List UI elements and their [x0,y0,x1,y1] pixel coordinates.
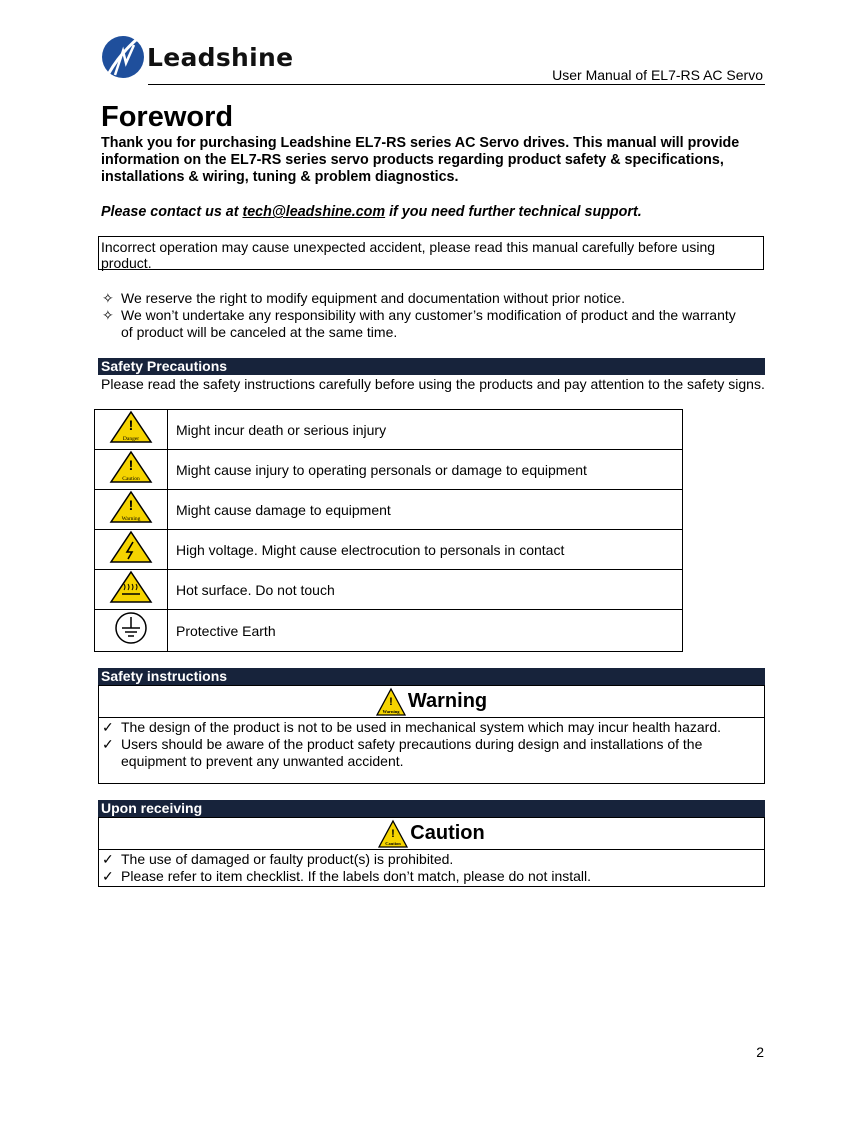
caution-icon-label: Caution [122,476,140,482]
support-suffix: if you need further technical support. [385,204,642,220]
table-row [95,410,683,450]
intro-text: Thank you for purchasing Leadshine EL7-RS series AC Servo drives. This manual will provide information on the EL7-RS series servo products regarding product safety & specifications, installations & wiring, tuning & problem diagnostics. [101,135,740,185]
list-item [101,736,762,770]
warning-icon-label: Warning [121,516,141,522]
bullet-text: We reserve the right to modify equipment and documentation without prior notice. [121,290,626,306]
diamond-bullet-icon: ✧ [102,307,114,323]
caution-box [98,817,765,887]
checkmark-icon: ✓ [102,719,114,735]
safety-precautions-text: Please read the safety instructions carefully before using the products and pay attention to the safety signs. [101,376,765,392]
support-prefix: Please contact us at [101,204,243,220]
safety-signs-table [94,409,683,652]
warning-icon [376,687,406,717]
table-row [95,570,683,610]
protective-earth-icon [95,610,168,652]
warning-box [98,685,765,784]
sign-description: Hot surface. Do not touch [168,570,683,610]
sign-description: Protective Earth [168,610,683,652]
upon-receiving-heading: Upon receiving [98,800,765,817]
leadshine-logo-icon [101,33,145,81]
doc-title: User Manual of EL7-RS AC Servo [552,67,763,83]
bullet-text: We won’t undertake any responsibility with any customer’s modification of product and the warranty of product will be canceled at the same time. [121,307,736,340]
sign-description: Might incur death or serious injury [168,410,683,450]
caution-icon-label: Caution [385,840,402,846]
caution-box-header [99,818,764,850]
warning-icon [95,490,168,530]
notice-bullets [102,290,742,341]
high-voltage-icon [95,530,168,570]
sign-description: High voltage. Might cause electrocution to personals in contact [168,530,683,570]
table-row [95,450,683,490]
safety-precautions-heading: Safety Precautions [98,358,765,375]
caution-box-title: Caution [410,822,485,844]
table-row [95,530,683,570]
list-item [102,290,742,307]
list-item [101,851,762,868]
warning-items [99,718,764,772]
svg-text:!: ! [128,417,134,433]
table-row [95,610,683,652]
list-item [101,868,762,885]
svg-text:!: ! [128,457,134,473]
hot-surface-icon [95,570,168,610]
warning-box-title: Warning [407,690,488,712]
item-text: Please refer to item checklist. If the labels don’t match, please do not install. [121,868,592,884]
notice-box: Incorrect operation may cause unexpected accident, please read this manual carefully before using product. [98,236,764,270]
item-text: The design of the product is not to be used in mechanical system which may incur health hazard. [121,719,721,735]
list-item [101,719,762,736]
list-item [102,307,742,341]
table-row [95,490,683,530]
caution-items [99,850,764,887]
support-line [101,204,642,220]
support-email-link[interactable]: tech@leadshine.com [242,204,386,220]
svg-text:!: ! [389,695,393,708]
caution-icon [95,450,168,490]
page-title: Foreword [101,101,234,133]
caution-icon [378,819,408,849]
logo-text: Leadshine [147,43,294,72]
svg-text:!: ! [128,497,134,513]
danger-icon-label: Danger [122,436,140,442]
header-rule [148,84,765,85]
warning-box-header [99,686,764,718]
sign-description: Might cause damage to equipment [168,490,683,530]
item-text: Users should be aware of the product safety precautions during design and installations of the equipment to prevent any unwanted accident. [121,736,703,769]
warning-icon-label: Warning [382,708,400,714]
svg-text:!: ! [391,827,396,840]
item-text: The use of damaged or faulty product(s) is prohibited. [121,851,454,867]
safety-instructions-heading: Safety instructions [98,668,765,685]
page-number: 2 [756,1044,764,1060]
diamond-bullet-icon: ✧ [102,290,114,306]
checkmark-icon: ✓ [102,851,114,867]
checkmark-icon: ✓ [102,736,114,752]
checkmark-icon: ✓ [102,868,114,884]
sign-description: Might cause injury to operating personals or damage to equipment [168,450,683,490]
danger-icon [95,410,168,450]
